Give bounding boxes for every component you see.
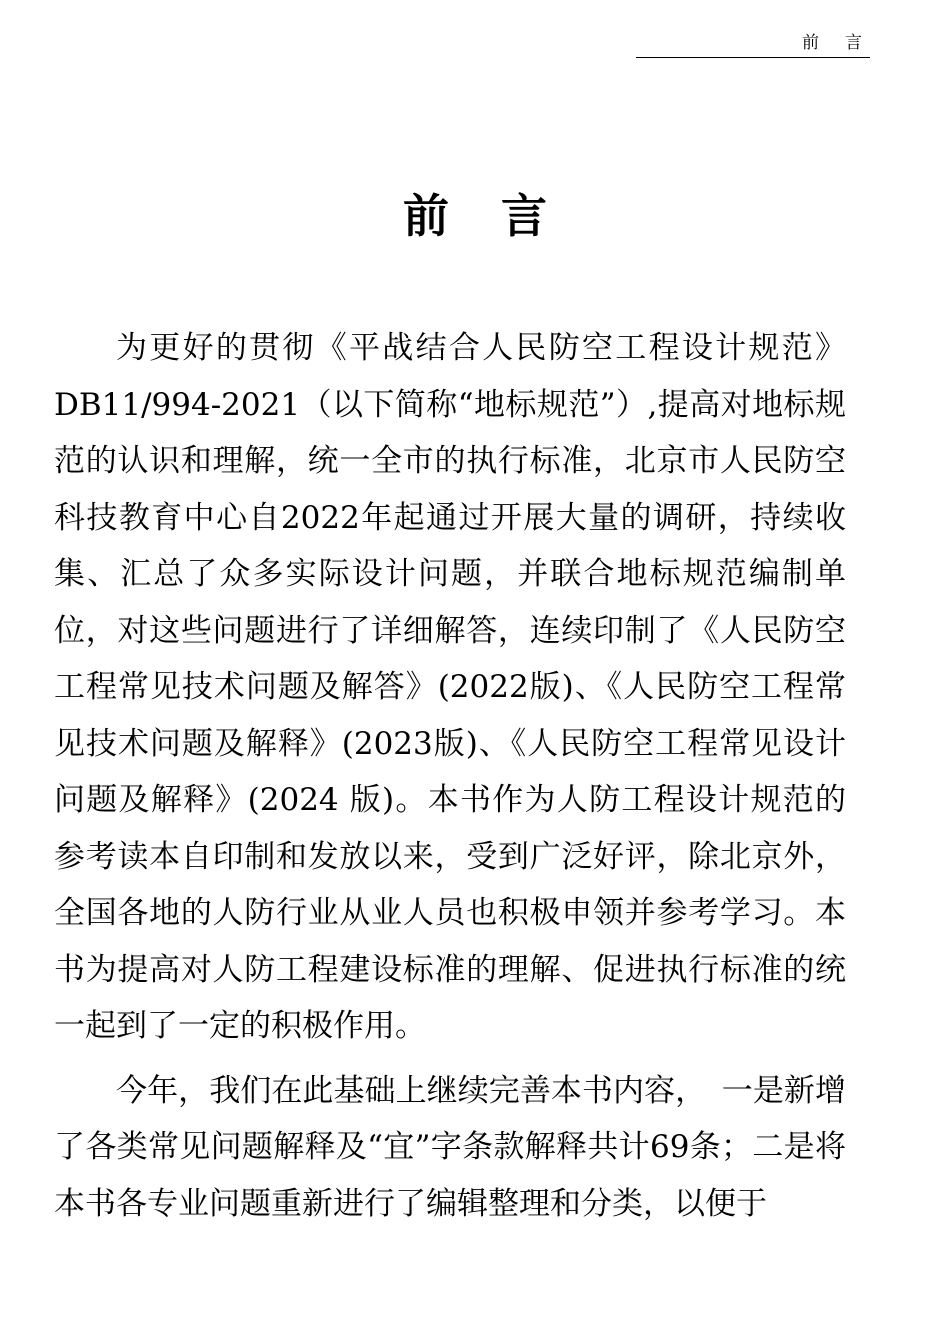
running-header (636, 30, 888, 58)
running-header-title: 前言 (802, 33, 888, 53)
body-text (54, 320, 846, 1232)
page-title: 前言 (403, 189, 599, 243)
paragraph-2: 今年，我们在此基础上继续完善本书内容， 一是新增了各类常见问题解释及“宜”字条款解释共计69条；二是将本书各专业问题重新进行了编辑整理和分类，以便于 (54, 1072, 846, 1222)
paragraph-1: 为更好的贯彻《平战结合人民防空工程设计规范》DB11/994-2021（以下简称“地标规范”）,提高对地标规范的认识和理解，统一全市的执行标准，北京市人民防空科技教育中心自2022年起通过开展大量的调研，持续收集、汇总了众多实际设计问题，并联合地标规范编制单位，对这些问题进行了详细解答，连续印制了《人民防空工程常见技术问题及解答》(2022版)、《人民防空工程常见技术问题及解释》(2023版)、《人民防空工程常见设计问题及解释》(2024 版)。本书作为人防工程设计规范的参考读本自印制和发放以来，受到广泛好评，除北京外，全国各地的人防行业从业人员也积极申领并参考学习。本书为提高对人防工程建设标准的理解、促进执行标准的统一起到了一定的积极作用。 (54, 330, 846, 1044)
